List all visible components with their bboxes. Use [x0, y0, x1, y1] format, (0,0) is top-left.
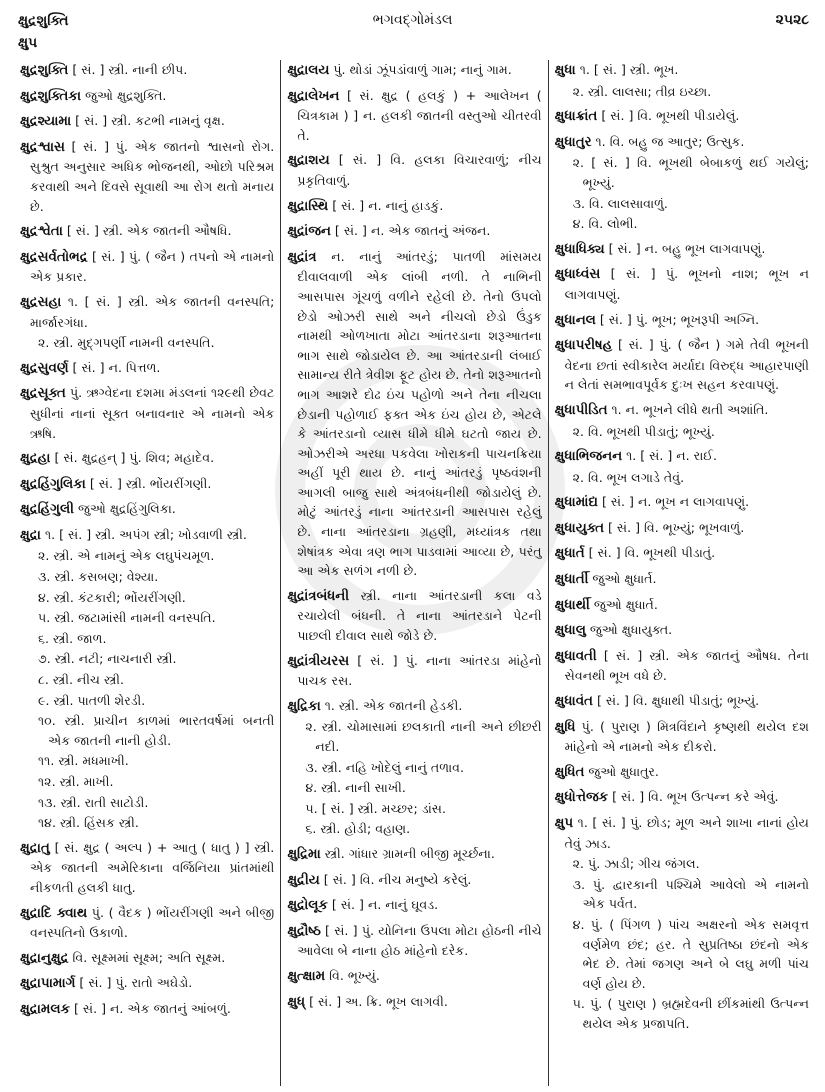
entry-headword: ક્ષુદ્રસૂક્ત — [20, 386, 66, 402]
entry-definition: જુઓ ક્ષુદ્રશુક્તિ. — [85, 87, 167, 103]
entry-definition: [ સં. ક્ષુદ્ર ( હલકું ) + આલેખન ( ચિત્રકામ ) ] ન. હલકી જાતની વસ્તુઓ ચીતરવી તે. — [297, 87, 542, 143]
page-title: ભગવદ્ગોમંડલ — [372, 12, 453, 28]
entry-sense: ૫. [ સં. ] સ્ત્રી. મચ્છર; ડાંસ. — [305, 800, 446, 816]
dictionary-entry — [20, 973, 274, 994]
entry-headword: ક્ષુદ્રસુવર્ણ — [20, 360, 69, 376]
entry-definition: ૧. [ સં. ] ન. રાઈ. — [626, 448, 718, 464]
entry-headword: ક્ષુધાનલ — [554, 312, 596, 328]
entry-headword: ક્ષુદ્રાંત્રીયરસ — [287, 653, 350, 669]
dictionary-entry — [20, 525, 274, 833]
entry-headword: ક્ષુધાલુ — [554, 623, 586, 639]
entry-headword: ક્ષુદ્રાતુ — [20, 840, 50, 856]
entry-headword: ક્ષુધાક્રાંત — [554, 109, 598, 125]
entry-sense: ૧૨. સ્ત્રી. માખી. — [38, 774, 114, 789]
entry-definition: [ સં. ] વિ. ભૂખથી પીડાયેલું. — [601, 108, 740, 124]
entry-headword: ક્ષુધાવંત — [554, 694, 593, 710]
dictionary-entry — [555, 492, 809, 513]
dictionary-entry — [555, 787, 809, 808]
entry-sense: ૩. પું. દ્વારકાની પશ્ચિમે આવેલો એ નામનો એક પર્વત. — [572, 876, 809, 912]
entry-headword: ક્ષુદ્રાશય — [287, 153, 330, 169]
entry-headword: ક્ષુત્ક્ષામ — [287, 968, 326, 984]
entry-headword: ક્ષુદ્રિકા — [287, 698, 321, 714]
entry-definition: [ સં. ] વિ. ભૂખ્યું; ભૂખવાળું. — [608, 519, 745, 535]
entry-sense: ૧૩. સ્ત્રી. રાતી સાટોડી. — [38, 794, 149, 810]
dictionary-entry — [555, 595, 809, 616]
entry-definition: સ્ત્રી. ગાંધાર ગ્રામની બીજી મૂર્ચ્છના. — [324, 845, 495, 861]
entry-sense: ૪. વિ. લોભી. — [572, 216, 638, 232]
entry-definition: [ સં. ] ન. નાનું હાડકું. — [332, 197, 444, 213]
dictionary-columns — [14, 60, 815, 1086]
entry-definition: [ સં. ] પું. ભૂખનો નાશ; ભૂખ ન લાગવાપણું. — [564, 266, 809, 302]
dictionary-entry — [555, 264, 809, 304]
entry-definition: [ સં. ] પું. ભૂખ; ભૂખરૂપી અગ્નિ. — [599, 311, 760, 327]
entry-sense: ૫. પું. ( પુરાણ ) બ્રહ્મદેવની છીંકમાંથી ઉત્પન્ન થયેલ એક પ્રજાપતિ. — [572, 996, 809, 1031]
entry-sense: ૨. સ્ત્રી. એ નામનું એક લઘુપંચમૂળ. — [38, 548, 215, 564]
entry-sense: ૯. સ્ત્રી. પાતળી શેરડી. — [38, 692, 146, 708]
entry-definition: ૧. [ સં. ] પું. છોડ; મૂળ અને શાખા નાનાં હોય તેવું ઝાડ. — [564, 815, 809, 851]
dictionary-entry — [555, 717, 809, 757]
column-3 — [548, 60, 815, 1086]
entry-headword: ક્ષુદ્રિમા — [287, 846, 321, 862]
entry-definition: ન. નાનું આંતરડું; પાતળી માંસમય દીવાલવાળી એક લાંબી નળી. તે નાભિની આસપાસ ગૂંચળું વળીને રહેલી છે. તેનો ઉપલો છેડો ઓઝરી સાથે અને નીચલો છેડો ઉંડુક નામથી ઓળખાતા મોટા આંતરડાના શરૂઆતના ભાગ સાથે જોડાયેલ છે. આ આંતરડાની લંબાઈ સામાન્ય રીતે ત્રેવીશ ફૂટ હોય છે. તેનો શરૂઆતનો ભાગ આશરે દોઢ ઇંચ પહોળો અને તેના નીચલા છેડાની પહોળાઈ ફક્ત એક ઇંચ હોય છે, એટલે કે આંતરડાનો વ્યાસ ધીમે ધીમે ઘટતો જાય છે. ઓઝરીએ અરધા પકવેલા ખોરાકની પાચનક્રિયા અહીં પૂરી થાય છે. નાનું આંતરડું પૃષ્ઠવંશની આગલી બાજુ સાથે અંત્રબંધનીથી જોડાયેલું છે. મોટું આંતરડું નાના આંતરડાની આસપાસ રહેલું છે. નાના આંતરડાના ગ્રહણી, મધ્યાંત્રક તથા શેષાંત્રક એવા ત્રણ ભાગ પાડવામાં આવ્યા છે, પરંતુ આ એક સળંગ નળી છે. — [297, 248, 542, 579]
dictionary-entry — [287, 651, 541, 691]
entry-sense: ૪. સ્ત્રી. કંટકારી; ભોંયરીંગણી. — [38, 589, 186, 605]
dictionary-entry — [20, 358, 274, 379]
entry-definition: [ સં. ] ન. એક જાતનું આંબળું. — [73, 1000, 231, 1016]
dictionary-entry — [287, 966, 541, 987]
entry-headword: ક્ષુધાર્થી — [554, 597, 590, 613]
entry-definition: જુઓ ક્ષુધાર્ત. — [593, 596, 658, 612]
entry-headword: ક્ષુધાપીડિત — [554, 402, 608, 418]
entry-sense: ૧૧. સ્ત્રી. મધમાખી. — [38, 753, 129, 769]
entry-definition: [ સં. ] સ્ત્રી. નાની છીપ. — [72, 62, 188, 77]
dictionary-entry — [555, 400, 809, 441]
entry-headword: ક્ષુદ્રોલૂક — [287, 898, 328, 914]
entry-headword: ક્ષુદ્રાપામાર્ગ — [20, 976, 76, 992]
entry-definition: પું. ઋગ્વેદના દશમા મંડલનાં ૧૨૯થી છેવટ સુધીનાં નાનાં સૂક્ત બનાવનાર એ નામનો એક ઋષિ. — [30, 385, 275, 441]
entry-sense: ૩. વિ. લાલસાવાળું. — [572, 195, 668, 211]
dictionary-entry — [555, 446, 809, 487]
column-2 — [280, 60, 547, 1086]
entry-definition: [ સં. ક્ષુદ્ર ( અલ્પ ) + આતુ ( ધાતુ ) ] સ્ત્રી. એક જાતની અમેરિકાના વર્જિનિયા પ્રાંતમાંથી નીકળતી હલકી ધાતુ. — [30, 839, 275, 895]
entry-headword: ક્ષુદ્રશુક્તિકા — [20, 88, 82, 104]
dictionary-entry — [287, 247, 541, 581]
entry-headword: ક્ષુધાભિજનન — [554, 449, 623, 465]
dictionary-entry — [555, 646, 809, 686]
entry-sense: ૫. સ્ત્રી. જટામાંસી નામની વનસ્પતિ. — [38, 610, 216, 626]
entry-sense: ૪. સ્ત્રી. નાની સાખી. — [305, 780, 406, 796]
entry-headword: ક્ષુધાતુર — [554, 134, 592, 150]
column-1 — [14, 60, 280, 1086]
entry-headword: ક્ષુધાર્તી — [554, 572, 589, 588]
dictionary-entry — [20, 111, 274, 132]
entry-definition: [ સં. ] વિ. હલકા વિચારવાળું; નીચ પ્રકૃતિવાળું. — [297, 152, 542, 188]
dictionary-entry — [555, 518, 809, 539]
entry-definition: [ સં. ] પું. યોનિના ઉપલા મોટા હોઠની નીચે આવેલા બે નાના હોઠ માંહેનો દરેક. — [297, 922, 542, 959]
dictionary-entry — [287, 586, 541, 646]
dictionary-entry — [287, 696, 541, 839]
entry-sense: ૬. સ્ત્રી. જાળ. — [38, 630, 107, 646]
entry-sense: ૬. સ્ત્રી. હોડી; વહાણ. — [305, 821, 411, 837]
dictionary-entry — [287, 992, 541, 1013]
dictionary-entry — [287, 60, 541, 81]
entry-headword: ક્ષુદ્રહિંગુલિકા — [20, 476, 86, 492]
entry-sense: ૨. પું. ઝાડી; ગીચ જંગલ. — [572, 856, 700, 872]
entry-definition: [ સં. ] ન. નાનું ઘૂવડ. — [331, 897, 439, 913]
dictionary-entry — [20, 948, 274, 969]
entry-definition: વિ. સૂક્ષ્મમાં સૂક્ષ્મ; અતિ સૂક્ષ્મ. — [72, 949, 226, 965]
dictionary-entry — [555, 813, 809, 1034]
entry-definition: [ સં. ] પું. એક જાતનો શ્વાસનો રોગ. સુશ્રુત અનુસાર અધિક ભોજનથી, ઓછો પરિશ્રમ કરવાથી અને દિવસે સૂવાથી આ રોગ થતો મનાય છે. — [30, 138, 275, 214]
entry-headword: ક્ષુધાવતી — [554, 648, 597, 664]
entry-headword: ક્ષુધિ — [554, 719, 576, 735]
entry-definition: સ્ત્રી. નાના આંતરડાની કલા વડે રચાયેલી બંધની. તે નાના આંતરડાને પેટની પાછલી દીવાલ સાથે જોડે છે. — [297, 587, 542, 644]
entry-headword: ક્ષુદ્રામલક — [20, 1001, 70, 1017]
dictionary-entry — [287, 196, 541, 217]
dictionary-entry — [287, 86, 541, 146]
dictionary-entry — [287, 221, 541, 242]
entry-definition: વિ. ભૂખ્યું. — [329, 967, 380, 983]
dictionary-entry — [555, 310, 809, 331]
entry-definition: [ સં. ] સ્ત્રી. એક જાતની ઔષધિ. — [66, 223, 232, 239]
entry-definition: જુઓ ક્ષુધાયુક્ત. — [589, 622, 673, 638]
entry-definition: [ સં. ] સ્ત્રી. એક જાતનું ઔષધ. તેના સેવનથી ભૂખ વધે છે. — [564, 647, 809, 684]
entry-headword: ક્ષુદ્રહા — [20, 451, 51, 467]
dictionary-entry — [287, 895, 541, 916]
entry-definition: પું. ( વૈદક ) ભોંયરીંગણી અને બીજી વનસ્પતિનો ઉકાળો. — [30, 904, 275, 941]
entry-sense: ૧૦. સ્ત્રી. પ્રાચીન કાળમાં ભારતવર્ષમાં બનતી એક જાતની નાની હોડી. — [38, 713, 275, 748]
entry-sense: ૨. સ્ત્રી. લાલસા; તીવ્ર ઇચ્છા. — [572, 83, 712, 99]
dictionary-entry — [287, 844, 541, 865]
entry-headword: ક્ષુધાધિક્ય — [554, 241, 605, 257]
entry-definition: ૧. [ સં. ] સ્ત્રી. ભૂખ. — [579, 62, 679, 77]
entry-definition: [ સં. ] પું. નાના આંતરડા માંહેનો પાચક રસ. — [297, 652, 542, 689]
dictionary-entry — [20, 137, 274, 216]
entry-headword: ક્ષુદ્રશ્વાસ — [20, 139, 65, 155]
page-number: ૨૫૨૮ — [775, 12, 809, 28]
dictionary-entry — [20, 903, 274, 943]
entry-sense: ૮. સ્ત્રી. નીચ સ્ત્રી. — [38, 672, 125, 688]
entry-headword: ક્ષુધ્ — [287, 994, 306, 1010]
dictionary-entry — [555, 132, 809, 234]
dictionary-entry — [287, 921, 541, 961]
entry-definition: પું. થોડાં ઝૂંપડાંવાળું ગામ; નાનું ગામ. — [333, 62, 512, 77]
entry-definition: જુઓ ક્ષુદ્રહિંગુલિકા. — [77, 501, 176, 517]
entry-headword: ક્ષુદ્રા — [20, 527, 41, 543]
entry-headword: ક્ષુદ્રાંત્રબંધની — [287, 588, 350, 604]
dictionary-entry — [555, 106, 809, 127]
entry-headword: ક્ષુદ્રાદિ ક્વાથ — [20, 905, 88, 921]
entry-definition: ૧. [ સં. ] સ્ત્રી. એક જાતની વનસ્પતિ; માર્જારગંધા. — [30, 293, 275, 330]
entry-definition: [ સં. ] ન. એક જાતનું અંજન. — [334, 223, 491, 239]
entry-headword: ક્ષુદ્રાલેખન — [287, 88, 340, 104]
entry-definition: [ સં. ] પું. રાતો અઘેડો. — [79, 975, 193, 991]
entry-definition: [ સં. ] વિ. ક્ષુધાથી પીડાતું; ભૂખ્યું. — [596, 693, 760, 709]
entry-sense: ૨. વિ. ભૂખ લગાડે તેવું. — [572, 469, 685, 485]
dictionary-entry — [20, 60, 274, 81]
entry-definition: ૧. ન. ભૂખને લીધે થતી અશાંતિ. — [611, 401, 769, 417]
entry-headword: ક્ષુપ — [554, 816, 574, 831]
entry-headword: ક્ષુધાર્ત — [554, 546, 585, 562]
dictionary-entry — [555, 762, 809, 783]
entry-sense: ૪. પું. ( પિંગળ ) પાંચ અક્ષરનો એક સમવૃત્ત વર્ણમેળ છંદ; હર. તે સુપ્રતિષ્ઠા છંદનો એક ભેદ છે. તેમાં જગણ અને બે લઘુ મળી પાંચ વર્ણ હોય છે. — [572, 916, 809, 991]
entry-definition: જુઓ ક્ષુધાતુર. — [588, 763, 659, 779]
dictionary-entry — [287, 150, 541, 190]
entry-sense: ૩. સ્ત્રી. કસબણ; વેશ્યા. — [38, 569, 159, 585]
entry-definition: ૧. સ્ત્રી. એક જાતની હેડકી. — [324, 697, 463, 713]
entry-sense: ૭. સ્ત્રી. નટી; નાચનારી સ્ત્રી. — [38, 651, 177, 667]
entry-definition: [ સં. ] અ. ક્રિ. ભૂખ લાગવી. — [309, 993, 448, 1009]
dictionary-entry — [555, 569, 809, 590]
entry-definition: [ સં. ] પું. ( જૈન ) તપનો એ નામનો એક પ્રકાર. — [30, 248, 275, 285]
entry-definition: [ સં. ] ન. પિત્તળ. — [72, 359, 161, 375]
dictionary-entry — [287, 870, 541, 891]
entry-headword: ક્ષુદ્રશ્વેતા — [20, 224, 63, 240]
entry-headword: ક્ષુધામાંદ્ય — [554, 495, 598, 511]
entry-headword: ક્ષુદ્રશુક્તિ — [20, 63, 69, 78]
entry-sense: ૩. સ્ત્રી. નહિ ખોદેલું નાનું તળાવ. — [305, 759, 464, 775]
entry-headword: ક્ષુદ્રીય — [287, 872, 320, 888]
entry-headword: ક્ષુધોત્તેજક — [554, 790, 609, 806]
entry-headword: ક્ષુદ્રહિંગુલી — [20, 502, 74, 518]
entry-headword: ક્ષુધાયુક્ત — [554, 520, 604, 536]
dictionary-entry — [20, 221, 274, 242]
entry-definition: [ સં. ] સ્ત્રી. કટભી નામનું વૃક્ષ. — [75, 113, 225, 129]
entry-headword: ક્ષુદ્રશ્યામા — [20, 114, 72, 130]
entry-headword: ક્ષુદ્રાનુક્ષુદ્ર — [20, 950, 69, 966]
entry-headword: ક્ષુધાપરીષહ — [554, 338, 613, 354]
guide-word-first: ક્ષુદ્રશુક્તિ — [18, 13, 69, 29]
entry-sense: ૧૪. સ્ત્રી. હિંસક સ્ત્રી. — [38, 815, 139, 831]
dictionary-entry — [20, 499, 274, 520]
entry-headword: ક્ષુદ્રસર્વતોભદ્ર — [20, 249, 88, 265]
entry-definition: [ સં. ] પું. ( જૈન ) ગમે તેવી ભૂખની વેદના છતાં સ્વીકારેલ મર્યાદા વિરુદ્ધ આહારપાણી ન લેતાં સમભાવપૂર્વક દુઃખ સહન કરવાપણું. — [564, 337, 809, 393]
entry-headword: ક્ષુદ્રાલય — [287, 63, 330, 78]
dictionary-entry — [20, 999, 274, 1020]
entry-definition: [ સં. ] સ્ત્રી. ભોંયરીંગણી. — [89, 475, 212, 491]
entry-headword: ક્ષુદ્રૌષ્ઠ — [287, 923, 321, 939]
entry-definition: જુઓ ક્ષુધાર્ત. — [592, 571, 657, 587]
entry-sense: ૨. [ સં. ] વિ. ભૂખથી બેબાકળું થઈ ગયેલું; ભૂખ્યું. — [572, 155, 809, 190]
entry-headword: ક્ષુધાધ્વંસ — [554, 267, 601, 283]
entry-headword: ક્ષુદ્રાંત્ર — [287, 249, 317, 265]
entry-definition: [ સં. ] ન. બહુ ભૂખ લાગવાપણું. — [608, 240, 766, 256]
dictionary-entry — [20, 247, 274, 287]
entry-definition: ૧. વિ. બહુ જ આતુર; ઉત્સુક. — [595, 133, 745, 149]
dictionary-entry — [20, 292, 274, 353]
dictionary-entry — [555, 60, 809, 101]
dictionary-entry — [20, 86, 274, 107]
entry-sense: ૨. સ્ત્રી. ચોમાસામાં છલકાતી નાની અને છીછરી નદી. — [305, 719, 542, 754]
entry-headword: ક્ષુદ્રાંજન — [287, 224, 331, 240]
entry-definition: [ સં. ] વિ. ભૂખથી પીડાતું. — [588, 545, 716, 561]
entry-definition: [ સં. ] વિ. ભૂખ ઉત્પન્ન કરે એવું. — [612, 789, 779, 805]
dictionary-entry — [555, 620, 809, 641]
entry-headword: ક્ષુધા — [554, 63, 576, 78]
entry-definition: [ સં. ક્ષુદ્રહન્ ] પું. શિવ; મહાદેવ. — [54, 450, 215, 466]
dictionary-entry — [555, 543, 809, 564]
entry-definition: [ સં. ] ન. ભૂખ ન લાગવાપણું. — [601, 494, 750, 510]
dictionary-entry — [20, 838, 274, 898]
dictionary-entry — [20, 448, 274, 469]
entry-sense: ૨. સ્ત્રી. મુદ્ગપર્ણી નામની વનસ્પતિ. — [38, 335, 215, 351]
entry-definition: ૧. [ સં. ] સ્ત્રી. અપંગ સ્ત્રી; ખોડવાળી સ્ત્રી. — [44, 526, 247, 542]
guide-word-last: ક્ષુપ — [18, 35, 38, 51]
entry-headword: ક્ષુદ્રાસ્થિ — [287, 198, 329, 214]
dictionary-entry — [555, 239, 809, 260]
entry-sense: ૨. વિ. ભૂખથી પીડાતું; ભૂખ્યું. — [572, 423, 715, 439]
dictionary-entry — [555, 335, 809, 395]
entry-headword: ક્ષુદ્રસહા — [20, 294, 62, 310]
entry-definition: પું. ( પુરાણ ) મિત્રવિંદાને કૃષ્ણથી થયેલ દશ માંહેનો એ નામનો એક દીકરો. — [564, 718, 809, 755]
dictionary-entry — [555, 691, 809, 712]
entry-definition: [ સં. ] વિ. નીચ મનુષ્યે કરેલું. — [323, 871, 472, 887]
dictionary-entry — [20, 474, 274, 495]
entry-headword: ક્ષુધિત — [554, 764, 585, 780]
dictionary-entry — [20, 383, 274, 443]
